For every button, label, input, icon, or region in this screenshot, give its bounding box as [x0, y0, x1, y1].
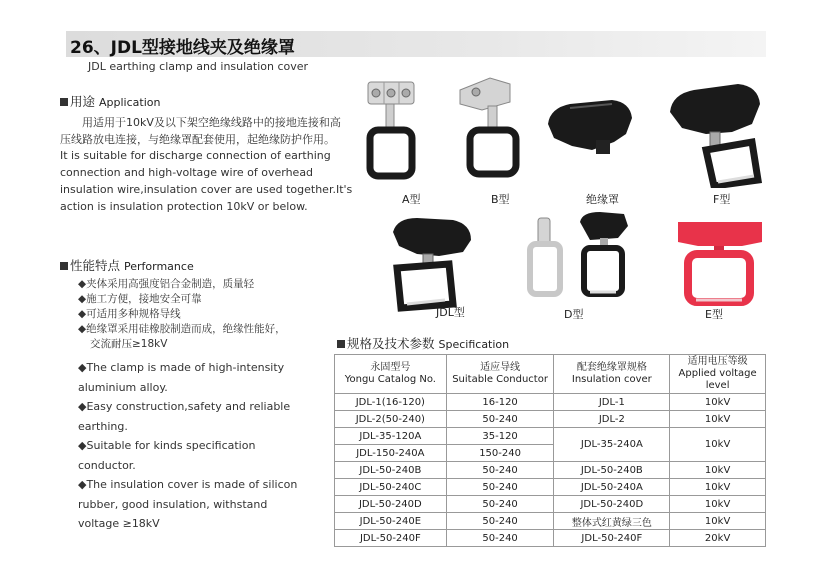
- table-cell: 10kV: [670, 513, 766, 530]
- table-row: [335, 394, 766, 411]
- table-row: [335, 479, 766, 496]
- table-cell: 50-240: [446, 513, 554, 530]
- table-cell: JDL-50-240C: [335, 479, 447, 496]
- section-square-icon: [337, 340, 345, 348]
- table-cell: JDL-50-240B: [554, 462, 670, 479]
- table-cell: JDL-35-240A: [554, 428, 670, 462]
- bullet-cn: ◆可适用多种规格导线: [78, 308, 181, 320]
- column-header: 适应导线 Suitable Conductor: [446, 355, 554, 394]
- table-cell: JDL-150-240A: [335, 445, 447, 462]
- performance-bullets-en: [78, 358, 306, 534]
- caption-d: D型: [564, 308, 584, 321]
- product-image-a: [362, 74, 422, 184]
- page-title: 26、JDL型接地线夹及绝缘罩: [70, 38, 295, 58]
- bullet-en: ◆The clamp is made of high-intensity aluminium alloy.: [78, 361, 285, 394]
- caption-cover: 绝缘罩: [586, 193, 619, 206]
- performance-heading: 性能特点 Performance: [60, 256, 194, 274]
- table-cell: JDL-2: [554, 411, 670, 428]
- table-cell: JDL-50-240E: [335, 513, 447, 530]
- table-cell: JDL-35-120A: [335, 428, 447, 445]
- table-cell: 10kV: [670, 394, 766, 411]
- table-cell: 10kV: [670, 428, 766, 462]
- table-cell: JDL-50-240F: [335, 530, 447, 547]
- bullet-cn: 交流耐压≥18kV: [90, 338, 168, 350]
- product-image-d: [520, 208, 640, 304]
- section-square-icon: [60, 262, 68, 270]
- table-cell: 50-240: [446, 411, 554, 428]
- table-cell: 16-120: [446, 394, 554, 411]
- table-cell: JDL-50-240F: [554, 530, 670, 547]
- table-row: [335, 411, 766, 428]
- table-row: [335, 530, 766, 547]
- usage-text-cn: 用适用于10kV及以下架空绝缘线路中的接地连接和高压线路放电连接，与绝缘罩配套使用，起绝缘防护作用。: [60, 116, 341, 146]
- table-cell: JDL-1: [554, 394, 670, 411]
- table-row: [335, 513, 766, 530]
- table-cell: 20kV: [670, 530, 766, 547]
- performance-bullets-cn: [78, 277, 338, 352]
- table-cell: 50-240: [446, 530, 554, 547]
- product-image-f: [666, 76, 766, 188]
- spec-table: [334, 354, 766, 547]
- table-cell: JDL-1(16-120): [335, 394, 447, 411]
- table-cell: JDL-2(50-240): [335, 411, 447, 428]
- column-header: 配套绝缘罩规格 Insulation cover: [554, 355, 670, 394]
- bullet-cn: ◆夹体采用高强度铝合金制造，质量轻: [78, 278, 255, 290]
- column-header: 适用电压等级 Applied voltage level: [670, 355, 766, 394]
- bullet-cn: ◆绝缘罩采用硅橡胶制造而成，绝缘性能好，: [78, 323, 286, 335]
- table-cell: 10kV: [670, 479, 766, 496]
- product-image-e: [670, 216, 770, 308]
- table-cell: JDL-50-240D: [335, 496, 447, 513]
- table-row: [335, 496, 766, 513]
- product-image-jdl: [383, 212, 479, 312]
- section-square-icon: [60, 98, 68, 106]
- caption-a: A型: [402, 193, 421, 206]
- table-cell: 50-240: [446, 479, 554, 496]
- bullet-en: ◆Suitable for kinds specification conductor.: [78, 439, 256, 472]
- table-row: [335, 428, 766, 445]
- table-cell: 50-240: [446, 462, 554, 479]
- usage-text-en: It is suitable for discharge connection of earthing connection and high-voltage wire of overhead insulation wire,insulation cover are used together.It's action is insulation protection 10kV or below.: [60, 149, 353, 213]
- usage-heading: 用途 Application: [60, 92, 160, 110]
- bullet-cn: ◆施工方便，接地安全可靠: [78, 293, 202, 305]
- table-header-row: [335, 355, 766, 394]
- page-subtitle: JDL earthing clamp and insulation cover: [88, 60, 309, 73]
- product-image-cover: [542, 94, 638, 160]
- caption-jdl: JDL型: [436, 306, 465, 319]
- table-cell: 150-240: [446, 445, 554, 462]
- caption-f: F型: [713, 193, 731, 206]
- bullet-en: ◆Easy construction,safety and reliable earthing.: [78, 400, 291, 433]
- column-header: 永固型号 Yongu Catalog No.: [335, 355, 447, 394]
- table-cell: JDL-50-240A: [554, 479, 670, 496]
- table-cell: 50-240: [446, 496, 554, 513]
- product-image-b: [450, 70, 530, 182]
- bullet-en: ◆The insulation cover is made of silicon rubber, good insulation, withstand voltage ≥18kV: [78, 478, 298, 530]
- table-cell: JDL-50-240B: [335, 462, 447, 479]
- table-cell: JDL-50-240D: [554, 496, 670, 513]
- table-cell: 10kV: [670, 411, 766, 428]
- spec-heading: 规格及技术参数 Specification: [337, 334, 509, 352]
- table-cell: 35-120: [446, 428, 554, 445]
- caption-e: E型: [705, 308, 723, 321]
- table-cell: 10kV: [670, 496, 766, 513]
- caption-b: B型: [491, 193, 510, 206]
- table-row: [335, 462, 766, 479]
- table-cell: 10kV: [670, 462, 766, 479]
- table-cell: 整体式红黄绿三色: [554, 513, 670, 530]
